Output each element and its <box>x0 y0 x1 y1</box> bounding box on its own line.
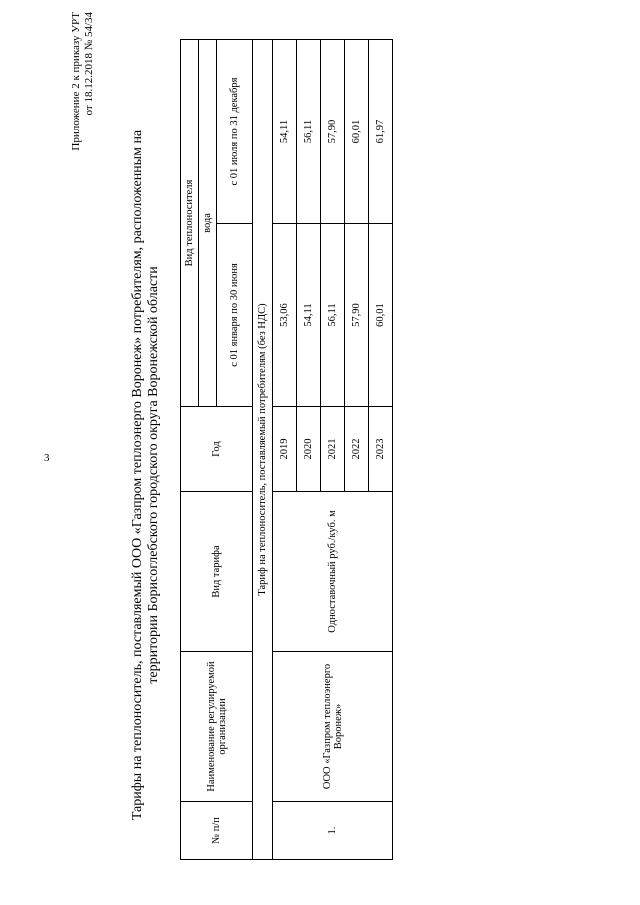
year-cell: 2020 <box>297 407 321 492</box>
header-year: Год <box>181 407 253 492</box>
row-num: 1. <box>273 802 393 860</box>
header-period-2: с 01 июля по 31 декабря <box>217 40 253 224</box>
header-tariff-type: Вид тарифа <box>181 492 253 652</box>
document-title <box>130 85 162 865</box>
tariff-table <box>180 39 393 860</box>
header-num: № п/п <box>181 802 253 860</box>
row-org: ООО «Газпром теплоэнерго Воронеж» <box>273 652 393 802</box>
value-h2: 54,11 <box>273 40 297 224</box>
value-h1: 57,90 <box>345 224 369 407</box>
value-h2: 56,11 <box>297 40 321 224</box>
header-period-1: с 01 января по 30 июня <box>217 224 253 407</box>
year-cell: 2021 <box>321 407 345 492</box>
title-line-2: территории Борисоглебского городского округа Воронежской области <box>146 266 161 684</box>
value-h1: 53,06 <box>273 224 297 407</box>
section-title: Тариф на теплоноситель, поставляемый потребителям (без НДС) <box>253 40 273 860</box>
value-h2: 61,97 <box>369 40 393 224</box>
appendix-line-1: Приложение 2 к приказу УРТ <box>70 12 82 151</box>
value-h2: 57,90 <box>321 40 345 224</box>
value-h1: 54,11 <box>297 224 321 407</box>
year-cell: 2023 <box>369 407 393 492</box>
header-org: Наименование регулируемой организации <box>181 652 253 802</box>
value-h1: 60,01 <box>369 224 393 407</box>
year-cell: 2022 <box>345 407 369 492</box>
year-cell: 2019 <box>273 407 297 492</box>
appendix-note <box>70 12 96 151</box>
title-line-1: Тарифы на теплоноситель, поставляемый ООО «Газпром теплоэнерго Воронеж» потребителям, расположенным на <box>130 129 145 821</box>
appendix-line-2: от 18.12.2018 № 54/34 <box>83 12 95 116</box>
row-tariff-type: Одноставочный руб./куб. м <box>273 492 393 652</box>
header-carrier: Вид теплоносителя <box>181 40 199 407</box>
value-h2: 60,01 <box>345 40 369 224</box>
value-h1: 56,11 <box>321 224 345 407</box>
page-number: 3 <box>44 452 50 464</box>
header-water: вода <box>199 40 217 407</box>
